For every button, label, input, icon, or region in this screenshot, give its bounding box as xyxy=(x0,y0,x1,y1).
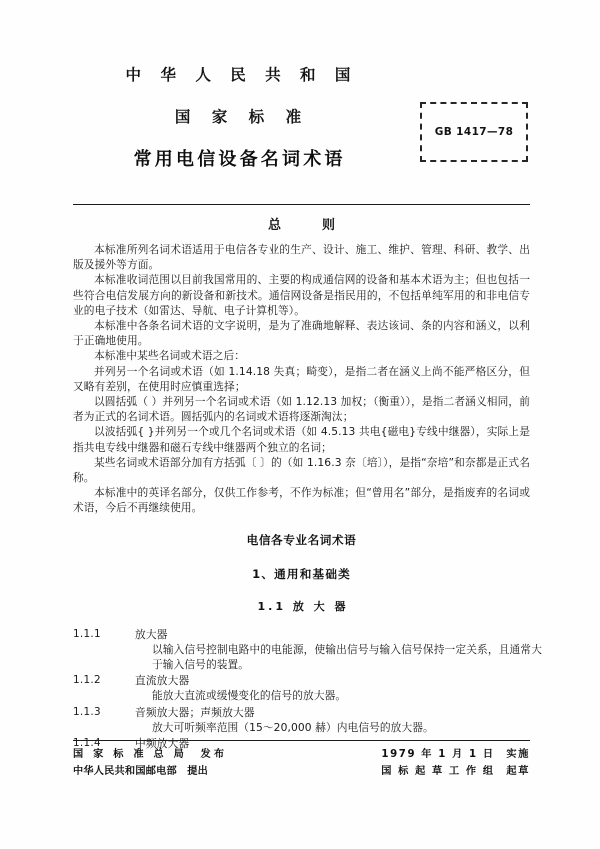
term-definition: 以输入信号控制电路中的电能源，使输出信号与输入信号保持一定关系，且通常大于输入信号的装置。 xyxy=(152,642,542,672)
issuing-authority: 国 家 标 准 总 局 发布 xyxy=(73,749,228,760)
general-paragraph: 本标准收词范围以目前我国常用的、主要的构成通信网的设备和基本术语为主；但也包括一些符合电信发展方向的新设备和新技术。通信网设备是指民用的，不包括单纯军用的和非电信专业的电子技术（如雷达、导航、电子计算机等）。 xyxy=(73,273,530,317)
general-paragraph: 本标准中的英译名部分，仅供工作参考，不作为标准；但“曾用名”部分，是指废弃的名词或术语，今后不再继续使用。 xyxy=(73,486,530,515)
header-divider xyxy=(73,204,530,205)
footer-right xyxy=(381,746,530,780)
term-number: 1.1.1 xyxy=(73,627,101,640)
proposing-authority: 中华人民共和国邮电部 提出 xyxy=(73,766,209,777)
general-paragraph: 某些名词或术语部分加有方括弧〔 〕的（如 1.16.3 奈〔培〕），是指“奈培”和奈都是正式名称。 xyxy=(73,455,530,485)
term-entry-list xyxy=(73,627,542,752)
standard-number: GB 1417—78 xyxy=(434,126,514,138)
document-footer xyxy=(73,746,530,780)
general-paragraph: 本标准中各条名词术语的文字说明，是为了准确地解释、表达该词、条的内容和涵义，以利于正确地使用。 xyxy=(73,319,530,348)
general-paragraph: 本标准所列名词术语适用于电信各专业的生产、设计、施工、维护、管理、科研、教学、出版及援外等方面。 xyxy=(73,243,530,272)
drafting-group: 国 标 起 草 工 作 组 起草 xyxy=(381,766,530,777)
general-paragraph: 并列另一个名词或术语（如 1.14.18 失真；畸变），是指二者在涵义上尚不能严格区分，但又略有差别，在使用时应慎重选择； xyxy=(73,364,530,393)
term-number: 1.1.2 xyxy=(73,674,101,687)
term-number: 1.1.4 xyxy=(73,737,101,750)
subsection-heading: 1.1 放 大 器 xyxy=(257,599,349,613)
term-definition: 放大可听频率范围（15～20,000 赫）内电信号的放大器。 xyxy=(152,720,434,734)
effective-date: 1979 年 1 月 1 日 实施 xyxy=(381,749,530,760)
masthead-titles xyxy=(73,68,403,169)
page-title: 常用电信设备名词术语 xyxy=(133,149,346,170)
general-paragraph: 本标准中某些名词或术语之后： xyxy=(94,349,246,363)
nation-line: 中 华 人 民 共 和 国 xyxy=(125,66,358,84)
masthead xyxy=(73,64,530,188)
term-name: 中频放大器 xyxy=(135,737,190,751)
document-body xyxy=(73,210,542,752)
category-heading: 1、通用和基础类 xyxy=(252,566,351,581)
professional-terms-heading: 电信各专业名词术语 xyxy=(246,532,357,547)
national-standard-line: 国 家 标 准 xyxy=(174,107,310,126)
term-name: 直流放大器 xyxy=(135,674,190,688)
standard-number-box xyxy=(420,102,528,162)
term-number: 1.1.3 xyxy=(73,705,101,718)
term-entry xyxy=(73,705,530,735)
general-paragraph: 以波括弧{ }并列另一个或几个名词或术语（如 4.5.13 共电{磁电}专线中继器），实际上是指共电专线中继器和磁石专线中继器两个独立的名词； xyxy=(73,425,530,454)
term-definition: 能放大直流或缓慢变化的信号的放大器。 xyxy=(152,689,347,703)
term-name: 放大器 xyxy=(135,627,168,641)
term-entry xyxy=(73,627,542,673)
footer-left xyxy=(73,746,227,780)
footer-divider xyxy=(73,740,530,741)
general-principles-heading: 总 则 xyxy=(267,218,349,233)
term-entry xyxy=(73,673,530,703)
term-name: 音频放大器；声频放大器 xyxy=(135,705,255,719)
general-paragraph: 以圆括弧（ ）并列另一个名词或术语（如 1.12.13 加权；（衡重）），是指二者涵义相同，前者为正式的名词术语。圆括弧内的名词或术语将逐渐淘汰； xyxy=(73,395,530,424)
